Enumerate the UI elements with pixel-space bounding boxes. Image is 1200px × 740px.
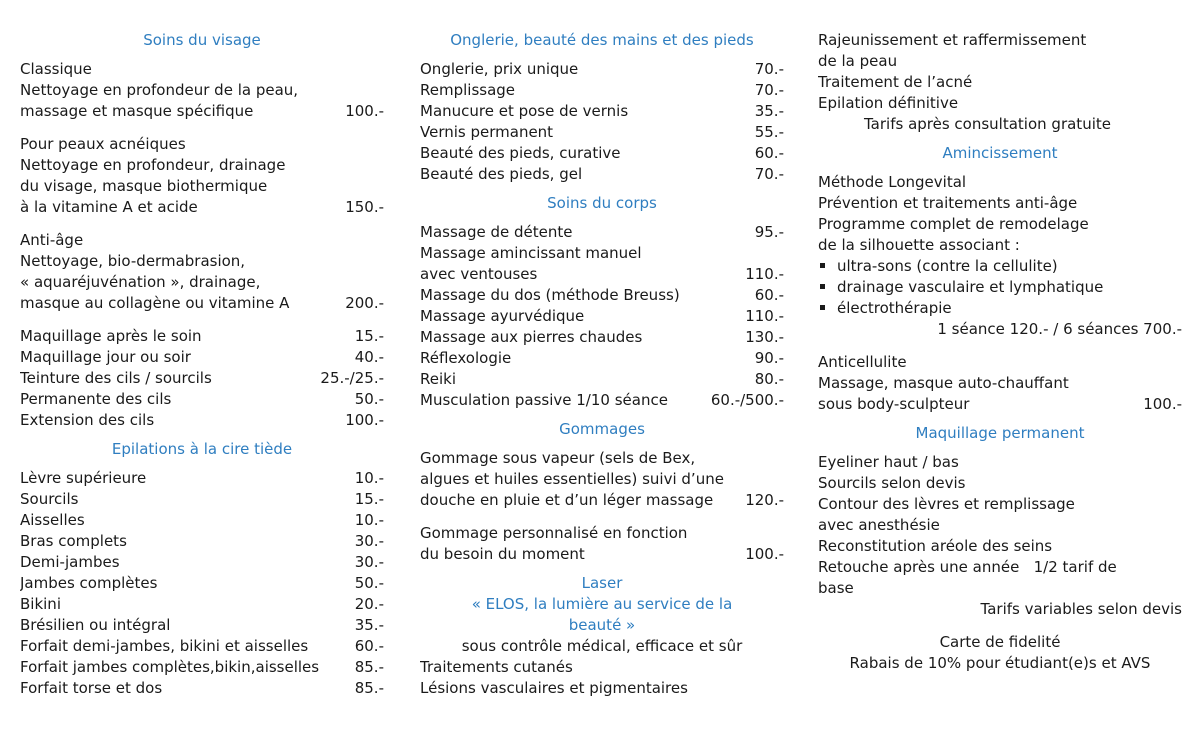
service-row	[20, 531, 384, 552]
service-description: massage et masque spécifique	[20, 102, 254, 120]
service-row	[20, 389, 384, 410]
service-price: 35.-	[754, 102, 784, 120]
bullet-label: électrothérapie	[837, 299, 952, 317]
bullet-label: drainage vasculaire et lymphatique	[837, 278, 1104, 296]
service-label: base	[818, 579, 854, 597]
column-left	[20, 30, 384, 699]
section-heading-epilations: Epilations à la cire tiède	[111, 440, 293, 458]
service-row	[818, 394, 1182, 415]
service-price: 50.-	[354, 390, 384, 408]
fidelity-card-title: Carte de fidelité	[939, 633, 1061, 651]
service-label: Brésilien ou intégral	[20, 616, 171, 634]
service-row	[420, 143, 784, 164]
section-heading-laser: Laser	[581, 574, 623, 592]
service-price: 35.-	[354, 616, 384, 634]
service-row	[20, 326, 384, 347]
service-label: Massage de détente	[420, 223, 573, 241]
service-price: 70.-	[754, 165, 784, 183]
service-label: Beauté des pieds, gel	[420, 165, 583, 183]
service-label: Sourcils selon devis	[818, 474, 966, 492]
service-label: Rajeunissement et raffermissement	[818, 31, 1087, 49]
section-heading-soins-visage: Soins du visage	[143, 31, 261, 49]
service-price: 60.-/500.-	[710, 391, 784, 409]
service-label: Bras complets	[20, 532, 127, 550]
laser-subheading: beauté »	[568, 616, 636, 634]
service-label: Epilation définitive	[818, 94, 959, 112]
service-description: Nettoyage en profondeur de la peau,	[20, 81, 299, 99]
tarifs-note: Tarifs variables selon devis	[980, 600, 1182, 618]
service-price: 1 séance 120.- / 6 séances 700.-	[937, 320, 1182, 338]
tarifs-note: Tarifs après consultation gratuite	[864, 115, 1111, 133]
service-description: Nettoyage en profondeur, drainage	[20, 156, 286, 174]
service-label: Méthode Longevital	[818, 173, 967, 191]
service-label: Massage ayurvédique	[420, 307, 585, 325]
service-description: à la vitamine A et acide	[20, 198, 198, 216]
service-price: 15.-	[354, 327, 384, 345]
service-row	[420, 348, 784, 369]
service-price: 60.-	[754, 286, 784, 304]
service-price: 80.-	[754, 370, 784, 388]
service-row	[20, 594, 384, 615]
service-label: Contour des lèvres et remplissage	[818, 495, 1075, 513]
service-price: 100.-	[345, 102, 384, 120]
section-heading-soins-corps: Soins du corps	[547, 194, 657, 212]
service-row	[20, 101, 384, 122]
service-price: 40.-	[354, 348, 384, 366]
service-row	[20, 293, 384, 314]
service-label: Jambes complètes	[20, 574, 158, 592]
service-price: 70.-	[754, 60, 784, 78]
service-label: Reconstitution aréole des seins	[818, 537, 1053, 555]
service-description: avec ventouses	[420, 265, 538, 283]
service-price: 25.-/25.-	[320, 369, 384, 387]
service-row	[20, 615, 384, 636]
service-label: Réflexologie	[420, 349, 512, 367]
service-label: Massage du dos (méthode Breuss)	[420, 286, 680, 304]
service-label: Teinture des cils / sourcils	[20, 369, 212, 387]
service-label: Remplissage	[420, 81, 516, 99]
laser-note: sous contrôle médical, efficace et sûr	[461, 637, 743, 655]
service-price: 120.-	[745, 491, 784, 509]
service-label: Musculation passive 1/10 séance	[420, 391, 668, 409]
service-label: Demi-jambes	[20, 553, 120, 571]
section-heading-maquillage-permanent: Maquillage permanent	[915, 424, 1085, 442]
service-title: Pour peaux acnéiques	[20, 135, 186, 153]
service-description: douche en pluie et d’un léger massage	[420, 491, 714, 509]
bullet-icon	[820, 263, 825, 268]
service-label: avec anesthésie	[818, 516, 940, 534]
service-price: 10.-	[354, 511, 384, 529]
service-price: 110.-	[745, 265, 784, 283]
service-title: Classique	[20, 60, 92, 78]
service-label: Onglerie, prix unique	[420, 60, 579, 78]
service-title: Anticellulite	[818, 353, 907, 371]
service-label: Maquillage après le soin	[20, 327, 202, 345]
service-row	[420, 264, 784, 285]
bullet-item	[818, 277, 1182, 298]
service-row	[420, 80, 784, 101]
service-description: Nettoyage, bio-dermabrasion,	[20, 252, 246, 270]
service-price: 200.-	[345, 294, 384, 312]
service-description: sous body-sculpteur	[818, 395, 970, 413]
service-description: de la silhouette associant :	[818, 236, 1020, 254]
service-price: 100.-	[345, 411, 384, 429]
service-label: Permanente des cils	[20, 390, 172, 408]
service-price: 30.-	[354, 553, 384, 571]
bullet-label: ultra-sons (contre la cellulite)	[837, 257, 1058, 275]
service-label: Traitement de l’acné	[818, 73, 973, 91]
service-price: 95.-	[754, 223, 784, 241]
service-row	[420, 306, 784, 327]
service-label: Lèvre supérieure	[20, 469, 147, 487]
service-label: Forfait torse et dos	[20, 679, 163, 697]
service-row	[20, 468, 384, 489]
service-label: Extension des cils	[20, 411, 155, 429]
service-row	[20, 636, 384, 657]
service-price: 150.-	[345, 198, 384, 216]
service-row	[20, 510, 384, 531]
service-price: 100.-	[745, 545, 784, 563]
service-price: 110.-	[745, 307, 784, 325]
service-label: Reiki	[420, 370, 456, 388]
service-price: 10.-	[354, 469, 384, 487]
section-heading-gommages: Gommages	[559, 420, 645, 438]
service-label: Maquillage jour ou soir	[20, 348, 191, 366]
bullet-item	[818, 256, 1182, 277]
service-description: Programme complet de remodelage	[818, 215, 1089, 233]
service-row	[420, 490, 784, 511]
service-label: Aisselles	[20, 511, 85, 529]
service-row	[420, 122, 784, 143]
service-description: Gommage sous vapeur (sels de Bex,	[420, 449, 696, 467]
service-row	[420, 59, 784, 80]
service-label: Massage aux pierres chaudes	[420, 328, 643, 346]
service-title: Anti-âge	[20, 231, 84, 249]
service-description: masque au collagène ou vitamine A	[20, 294, 290, 312]
service-price: 70.-	[754, 81, 784, 99]
service-label: Sourcils	[20, 490, 79, 508]
service-row	[20, 657, 384, 678]
service-row	[420, 222, 784, 243]
service-price: 15.-	[354, 490, 384, 508]
laser-subheading: « ELOS, la lumière au service de la	[471, 595, 733, 613]
service-row	[20, 197, 384, 218]
service-row	[20, 552, 384, 573]
service-label: Retouche après une année 1/2 tarif de	[818, 558, 1117, 576]
service-row	[20, 347, 384, 368]
service-row	[20, 410, 384, 431]
service-row	[420, 544, 784, 565]
service-price: 50.-	[354, 574, 384, 592]
service-label: Manucure et pose de vernis	[420, 102, 629, 120]
bullet-item	[818, 298, 1182, 319]
service-price: 55.-	[754, 123, 784, 141]
service-description: Massage, masque auto-chauffant	[818, 374, 1069, 392]
service-label: Bikini	[20, 595, 61, 613]
service-row	[420, 285, 784, 306]
service-row	[420, 164, 784, 185]
service-label: Eyeliner haut / bas	[818, 453, 959, 471]
service-description: du visage, masque biothermique	[20, 177, 268, 195]
bullet-icon	[820, 305, 825, 310]
service-row	[420, 327, 784, 348]
fidelity-discount: Rabais de 10% pour étudiant(e)s et AVS	[849, 654, 1151, 672]
service-price: 85.-	[354, 679, 384, 697]
service-price: 60.-	[754, 144, 784, 162]
service-row	[20, 489, 384, 510]
service-row	[20, 368, 384, 389]
service-row	[420, 390, 784, 411]
service-label: Lésions vasculaires et pigmentaires	[420, 679, 688, 697]
section-heading-amincissement: Amincissement	[942, 144, 1058, 162]
service-price: 60.-	[354, 637, 384, 655]
column-middle	[420, 30, 784, 699]
service-label: de la peau	[818, 52, 898, 70]
section-heading-onglerie: Onglerie, beauté des mains et des pieds	[450, 31, 754, 49]
service-price: 100.-	[1143, 395, 1182, 413]
service-price: 85.-	[354, 658, 384, 676]
service-row	[420, 101, 784, 122]
service-description: du besoin du moment	[420, 545, 585, 563]
column-right	[818, 30, 1182, 674]
service-price: 130.-	[745, 328, 784, 346]
service-description: « aquaréjuvénation », drainage,	[20, 273, 261, 291]
service-price: 20.-	[354, 595, 384, 613]
service-row	[20, 573, 384, 594]
service-row	[20, 678, 384, 699]
service-description: algues et huiles essentielles) suivi d’une	[420, 470, 724, 488]
service-label: Prévention et traitements anti-âge	[818, 194, 1078, 212]
service-description: Massage amincissant manuel	[420, 244, 642, 262]
service-label: Beauté des pieds, curative	[420, 144, 621, 162]
service-label: Traitements cutanés	[420, 658, 573, 676]
service-price: 30.-	[354, 532, 384, 550]
service-price: 90.-	[754, 349, 784, 367]
bullet-icon	[820, 284, 825, 289]
service-label: Forfait jambes complètes,bikin,aisselles	[20, 658, 320, 676]
service-label: Forfait demi-jambes, bikini et aisselles	[20, 637, 309, 655]
service-row	[420, 369, 784, 390]
service-description: Gommage personnalisé en fonction	[420, 524, 688, 542]
service-label: Vernis permanent	[420, 123, 554, 141]
